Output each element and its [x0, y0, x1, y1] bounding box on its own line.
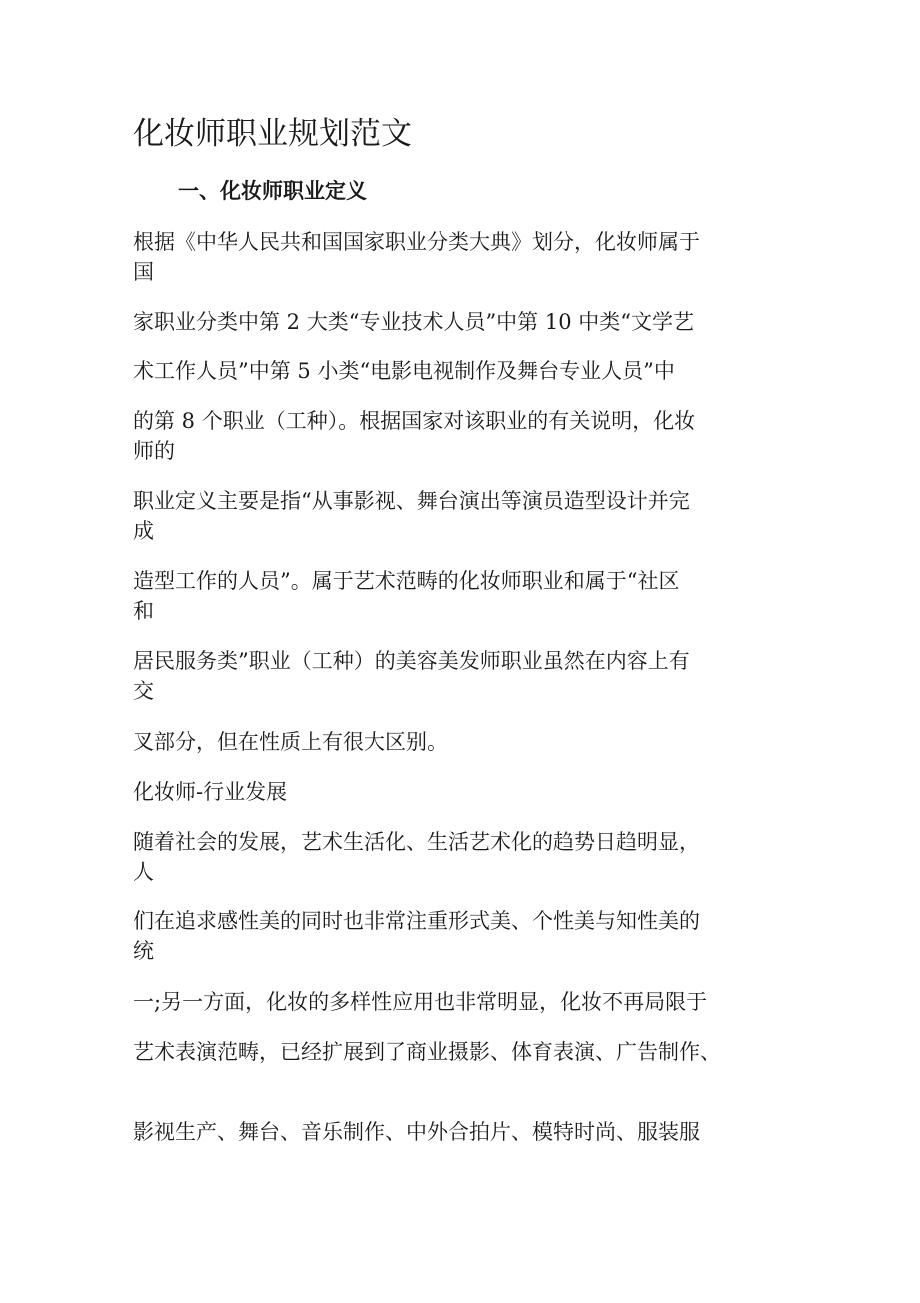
text-line-5-main: 职业定义主要是指“从事影视、舞台演出等演员造型设计并完 — [133, 489, 690, 513]
text-line-6-wrap: 和 — [133, 599, 154, 623]
text-line-10 — [133, 827, 700, 887]
text-line-2 — [133, 307, 694, 337]
text-line-6 — [133, 566, 679, 626]
text-line-7-wrap: 交 — [133, 679, 154, 703]
section-heading: 一、化妆师职业定义 — [178, 178, 367, 203]
document-title: 化妆师职业规划范文 — [133, 116, 412, 152]
text-line-12 — [133, 987, 707, 1017]
text-line-10-wrap: 人 — [133, 860, 154, 884]
text-line-4-wrap: 师的 — [133, 439, 175, 463]
text-line-13-main: 艺术表演范畴，已经扩展到了商业摄影、体育表演、广告制作、 — [133, 1040, 721, 1064]
text-line-3 — [133, 356, 675, 386]
text-line-1-main: 根据《中华人民共和国国家职业分类大典》划分，化妆师属于 — [133, 230, 700, 254]
text-line-4 — [133, 406, 695, 466]
text-line-2-main: 家职业分类中第 2 大类“专业技术人员”中第 10 中类“文学艺 — [133, 310, 694, 334]
text-line-7 — [133, 646, 690, 706]
text-line-13 — [133, 1037, 721, 1067]
text-line-10-main: 随着社会的发展，艺术生活化、生活艺术化的趋势日趋明显， — [133, 830, 700, 854]
text-line-9 — [133, 777, 287, 807]
text-line-11-main: 们在追求感性美的同时也非常注重形式美、个性美与知性美的 — [133, 909, 700, 933]
text-line-6-main: 造型工作的人员”。属于艺术范畴的化妆师职业和属于“社区 — [133, 569, 680, 593]
text-line-14-main: 影视生产、舞台、音乐制作、中外合拍片、模特时尚、服装服 — [133, 1120, 700, 1144]
text-line-3-main: 术工作人员”中第 5 小类“电影电视制作及舞台专业人员”中 — [133, 359, 675, 383]
text-line-7-main: 居民服务类”职业（工种）的美容美发师职业虽然在内容上有 — [133, 649, 690, 673]
text-line-4-main: 的第 8 个职业（工种）。根据国家对该职业的有关说明，化妆 — [133, 409, 696, 433]
text-line-1-wrap: 国 — [133, 260, 154, 284]
text-line-8 — [133, 727, 448, 757]
text-line-11 — [133, 906, 700, 966]
text-line-8-main: 叉部分，但在性质上有很大区别。 — [133, 730, 448, 754]
text-line-1 — [133, 227, 700, 287]
text-line-9-main: 化妆师-行业发展 — [133, 780, 288, 804]
text-line-5 — [133, 486, 690, 546]
text-line-14 — [133, 1117, 700, 1147]
text-line-5-wrap: 成 — [133, 519, 154, 543]
text-line-11-wrap: 统 — [133, 939, 154, 963]
text-line-12-main: 一;另一方面，化妆的多样性应用也非常明显，化妆不再局限于 — [133, 990, 708, 1014]
